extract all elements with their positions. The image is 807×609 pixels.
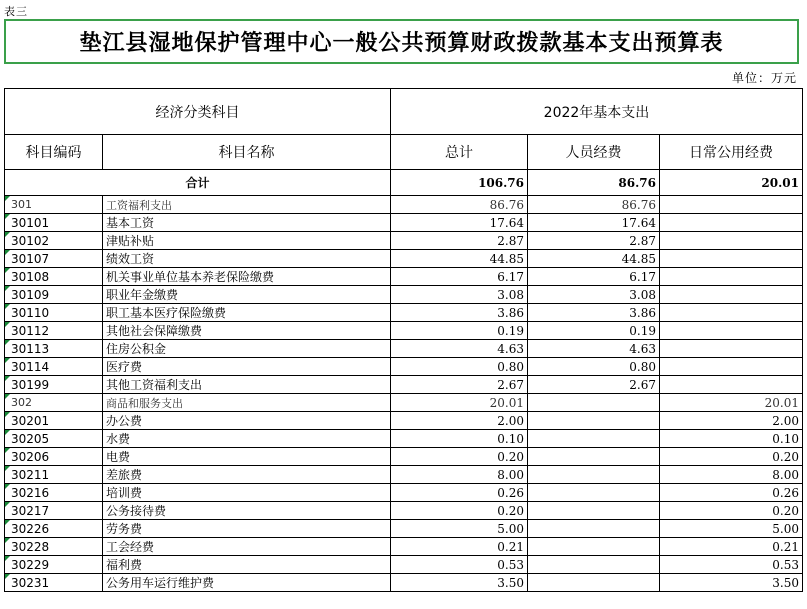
row-name[interactable]: 津贴补贴 xyxy=(103,232,391,250)
row-total[interactable]: 3.08 xyxy=(391,286,528,304)
row-total[interactable]: 17.64 xyxy=(391,214,528,232)
row-name[interactable]: 公务接待费 xyxy=(103,502,391,520)
row-code[interactable]: 30101 xyxy=(5,214,103,232)
row-personnel[interactable]: 86.76 xyxy=(528,196,660,214)
row-total[interactable]: 3.86 xyxy=(391,304,528,322)
header-public[interactable]: 日常公用经费 xyxy=(660,135,803,170)
row-total[interactable]: 0.20 xyxy=(391,448,528,466)
row-public[interactable]: 0.20 xyxy=(660,502,803,520)
row-name[interactable]: 绩效工资 xyxy=(103,250,391,268)
row-code[interactable]: 30216 xyxy=(5,484,103,502)
row-total[interactable]: 0.21 xyxy=(391,538,528,556)
row-code[interactable]: 30199 xyxy=(5,376,103,394)
page-title: 垫江县湿地保护管理中心一般公共预算财政拨款基本支出预算表 xyxy=(79,30,724,56)
row-personnel[interactable] xyxy=(528,538,660,556)
table-row xyxy=(5,484,803,502)
table-row xyxy=(5,448,803,466)
row-code[interactable]: 30110 xyxy=(5,304,103,322)
row-name[interactable]: 工资福利支出 xyxy=(103,196,391,214)
row-total[interactable]: 2.87 xyxy=(391,232,528,250)
row-name[interactable]: 电费 xyxy=(103,448,391,466)
row-public[interactable] xyxy=(660,250,803,268)
row-public[interactable] xyxy=(660,268,803,286)
table-row xyxy=(5,466,803,484)
row-name[interactable]: 基本工资 xyxy=(103,214,391,232)
title-cell[interactable] xyxy=(4,19,799,64)
row-public[interactable] xyxy=(660,340,803,358)
row-code[interactable]: 30206 xyxy=(5,448,103,466)
row-code[interactable]: 30114 xyxy=(5,358,103,376)
row-total[interactable]: 44.85 xyxy=(391,250,528,268)
header-year-basic-expense[interactable]: 2022年基本支出 xyxy=(391,89,803,135)
table-row xyxy=(5,520,803,538)
total-personnel[interactable]: 86.76 xyxy=(528,170,660,196)
row-total[interactable]: 20.01 xyxy=(391,394,528,412)
row-total[interactable]: 3.50 xyxy=(391,574,528,592)
row-total[interactable]: 0.53 xyxy=(391,556,528,574)
budget-table xyxy=(4,88,803,592)
total-public[interactable]: 20.01 xyxy=(660,170,803,196)
row-name[interactable]: 职业年金缴费 xyxy=(103,286,391,304)
total-label[interactable]: 合计 xyxy=(5,170,391,196)
row-personnel[interactable]: 3.08 xyxy=(528,286,660,304)
row-personnel[interactable] xyxy=(528,412,660,430)
row-personnel[interactable]: 4.63 xyxy=(528,340,660,358)
row-total[interactable]: 0.10 xyxy=(391,430,528,448)
row-name[interactable]: 福利费 xyxy=(103,556,391,574)
table-row xyxy=(5,538,803,556)
table-row xyxy=(5,214,803,232)
row-total[interactable]: 0.19 xyxy=(391,322,528,340)
row-name[interactable]: 办公费 xyxy=(103,412,391,430)
row-public[interactable]: 2.00 xyxy=(660,412,803,430)
row-total[interactable]: 86.76 xyxy=(391,196,528,214)
row-public[interactable] xyxy=(660,304,803,322)
row-code[interactable]: 30229 xyxy=(5,556,103,574)
table-row xyxy=(5,556,803,574)
header-total[interactable]: 总计 xyxy=(391,135,528,170)
table-row xyxy=(5,430,803,448)
row-code[interactable]: 30109 xyxy=(5,286,103,304)
row-code[interactable]: 30113 xyxy=(5,340,103,358)
row-personnel[interactable] xyxy=(528,556,660,574)
row-total[interactable]: 2.67 xyxy=(391,376,528,394)
row-code[interactable]: 30201 xyxy=(5,412,103,430)
table-row xyxy=(5,412,803,430)
row-public[interactable]: 0.10 xyxy=(660,430,803,448)
total-total[interactable]: 106.76 xyxy=(391,170,528,196)
row-public[interactable] xyxy=(660,376,803,394)
row-total[interactable]: 5.00 xyxy=(391,520,528,538)
row-total[interactable]: 6.17 xyxy=(391,268,528,286)
row-personnel[interactable]: 3.86 xyxy=(528,304,660,322)
table-row xyxy=(5,358,803,376)
row-name[interactable]: 水费 xyxy=(103,430,391,448)
table-row xyxy=(5,376,803,394)
row-public[interactable] xyxy=(660,214,803,232)
table-row xyxy=(5,304,803,322)
row-public[interactable]: 0.26 xyxy=(660,484,803,502)
table-row xyxy=(5,268,803,286)
row-name[interactable]: 其他工资福利支出 xyxy=(103,376,391,394)
row-public[interactable]: 5.00 xyxy=(660,520,803,538)
row-code[interactable]: 30226 xyxy=(5,520,103,538)
table-row xyxy=(5,286,803,304)
row-personnel[interactable] xyxy=(528,520,660,538)
row-personnel[interactable]: 0.19 xyxy=(528,322,660,340)
row-personnel[interactable]: 0.80 xyxy=(528,358,660,376)
row-name[interactable]: 公务用车运行维护费 xyxy=(103,574,391,592)
row-code[interactable]: 302 xyxy=(5,394,103,412)
row-name[interactable]: 医疗费 xyxy=(103,358,391,376)
table-row xyxy=(5,340,803,358)
unit-label: 单位：万元 xyxy=(731,71,797,85)
table-row xyxy=(5,322,803,340)
table-row xyxy=(5,502,803,520)
header-code[interactable]: 科目编码 xyxy=(5,135,103,170)
row-public[interactable]: 0.53 xyxy=(660,556,803,574)
row-personnel[interactable] xyxy=(528,502,660,520)
row-code[interactable]: 301 xyxy=(5,196,103,214)
row-name[interactable]: 其他社会保障缴费 xyxy=(103,322,391,340)
row-personnel[interactable] xyxy=(528,484,660,502)
row-name[interactable]: 住房公积金 xyxy=(103,340,391,358)
row-public[interactable] xyxy=(660,232,803,250)
row-public[interactable] xyxy=(660,286,803,304)
row-personnel[interactable]: 17.64 xyxy=(528,214,660,232)
row-public[interactable]: 8.00 xyxy=(660,466,803,484)
category-row xyxy=(5,196,803,214)
row-code[interactable]: 30217 xyxy=(5,502,103,520)
row-total[interactable]: 4.63 xyxy=(391,340,528,358)
header-economic-category[interactable]: 经济分类科目 xyxy=(5,89,391,135)
header-name[interactable]: 科目名称 xyxy=(103,135,391,170)
row-name[interactable]: 培训费 xyxy=(103,484,391,502)
row-total[interactable]: 0.80 xyxy=(391,358,528,376)
row-public[interactable]: 3.50 xyxy=(660,574,803,592)
sheet-label: 表三 xyxy=(4,5,28,18)
row-total[interactable]: 0.26 xyxy=(391,484,528,502)
row-personnel[interactable]: 6.17 xyxy=(528,268,660,286)
row-name[interactable]: 职工基本医疗保险缴费 xyxy=(103,304,391,322)
row-personnel[interactable]: 2.67 xyxy=(528,376,660,394)
row-total[interactable]: 2.00 xyxy=(391,412,528,430)
row-personnel[interactable] xyxy=(528,394,660,412)
row-name[interactable]: 机关事业单位基本养老保险缴费 xyxy=(103,268,391,286)
row-total[interactable]: 0.20 xyxy=(391,502,528,520)
row-code[interactable]: 30107 xyxy=(5,250,103,268)
row-public[interactable]: 0.21 xyxy=(660,538,803,556)
row-personnel[interactable] xyxy=(528,448,660,466)
row-name[interactable]: 工会经费 xyxy=(103,538,391,556)
row-public[interactable] xyxy=(660,358,803,376)
table-row xyxy=(5,574,803,592)
category-row xyxy=(5,394,803,412)
row-code[interactable]: 30205 xyxy=(5,430,103,448)
row-personnel[interactable] xyxy=(528,430,660,448)
row-public[interactable] xyxy=(660,196,803,214)
row-name[interactable]: 商品和服务支出 xyxy=(103,394,391,412)
table-body xyxy=(5,196,803,592)
header-personnel[interactable]: 人员经费 xyxy=(528,135,660,170)
row-personnel[interactable] xyxy=(528,466,660,484)
row-public[interactable]: 0.20 xyxy=(660,448,803,466)
total-row xyxy=(5,170,803,196)
row-code[interactable]: 30231 xyxy=(5,574,103,592)
row-code[interactable]: 30211 xyxy=(5,466,103,484)
row-personnel[interactable] xyxy=(528,574,660,592)
row-code[interactable]: 30102 xyxy=(5,232,103,250)
row-total[interactable]: 8.00 xyxy=(391,466,528,484)
row-code[interactable]: 30228 xyxy=(5,538,103,556)
row-public[interactable]: 20.01 xyxy=(660,394,803,412)
row-code[interactable]: 30112 xyxy=(5,322,103,340)
row-personnel[interactable]: 2.87 xyxy=(528,232,660,250)
row-personnel[interactable]: 44.85 xyxy=(528,250,660,268)
row-name[interactable]: 差旅费 xyxy=(103,466,391,484)
row-name[interactable]: 劳务费 xyxy=(103,520,391,538)
table-row xyxy=(5,232,803,250)
table-row xyxy=(5,250,803,268)
row-public[interactable] xyxy=(660,322,803,340)
row-code[interactable]: 30108 xyxy=(5,268,103,286)
